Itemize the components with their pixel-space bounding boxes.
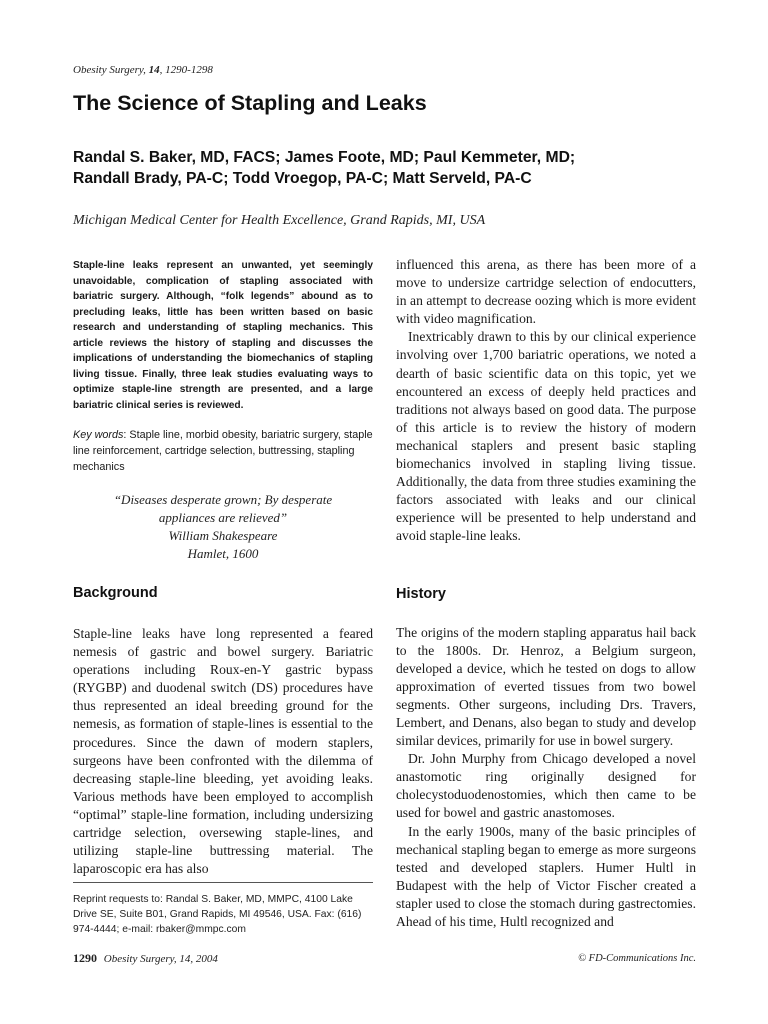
background-body — [73, 625, 373, 878]
journal-volume: 14 — [148, 64, 160, 76]
affiliation: Michigan Medical Center for Health Excellence, Grand Rapids, MI, USA — [73, 213, 486, 228]
background-heading: Background — [73, 585, 158, 601]
reprint-requests: Reprint requests to: Randal S. Baker, MD, MMPC, 4100 Lake Drive SE, Suite B01, Grand Rapids, MI 49546, USA. Fax: (616) 974-4444; e-mail: rbaker@mmpc.com — [73, 882, 373, 937]
right-column — [396, 256, 696, 931]
author-list — [73, 147, 696, 189]
journal-name: Obesity Surgery, — [73, 64, 146, 76]
epigraph-source: Hamlet, 1600 — [187, 546, 259, 561]
page-number: 1290 — [73, 951, 97, 965]
keywords-label: Key words — [73, 429, 124, 441]
abstract: Staple-line leaks represent an unwanted, yet seemingly unavoidable, complication of stapling associated with bariatric surgery. Although, “folk legends” abound as to precluding leaks, little has been written based on basic research and understanding of stapling mechanics. This article reviews the history of stapling and discusses the implications of understanding the biomechanics of stapling living tissue. Finally, three leak studies evaluating ways to optimize staple-line strength are presented, and a large bariatric clinical series is reviewed. — [73, 260, 373, 411]
authors-line-1: Randal S. Baker, MD, FACS; James Foote, MD; Paul Kemmeter, MD; — [73, 149, 576, 166]
journal-citation — [73, 64, 213, 76]
journal-pages: , 1290-1298 — [159, 64, 213, 76]
epigraph-line-1: “Diseases desperate grown; By desperate — [113, 492, 333, 507]
intro-paragraph-1: influenced this arena, as there has been more of a move to undersize cartridge selection of endocutters, in an attempt to decrease oozing which is more evident with video magnification. — [396, 257, 696, 327]
epigraph-author: William Shakespeare — [168, 528, 278, 543]
keywords — [73, 427, 373, 475]
history-body — [396, 624, 696, 932]
epigraph-line-2: appliances are relieved” — [158, 510, 288, 525]
intro-body — [396, 256, 696, 546]
page-footer-citation — [73, 951, 218, 966]
epigraph — [73, 491, 373, 563]
left-column — [73, 258, 373, 878]
article-title: The Science of Stapling and Leaks — [73, 91, 427, 115]
copyright-notice: © FD-Communications Inc. — [578, 953, 696, 964]
background-paragraph: Staple-line leaks have long represented a feared nemesis of gastric and bowel surgery. Bariatric operations including Roux-en-Y gastric bypass (RYGBP) and duodenal switch (DS) procedures have thus represented an ideal breeding ground for the nemesis, as formation of staple-lines is essential to the procedures. Since the dawn of modern staplers, surgeons have been confronted with the dilemma of decreasing staple-line bleeding, yet avoiding leaks. Various methods have been employed to accomplish “optimal” staple-line formation, including undersizing cartridge selection, oversewing staple-lines, and utilizing staple-line buttressing material. The laparoscopic era has also — [73, 626, 373, 877]
history-paragraph-1: The origins of the modern stapling apparatus hail back to the 1800s. Dr. Henroz, a Belgium surgeon, developed a device, which he tested on dogs to allow approximation of everted tissues from two bowel segments. Other surgeons, including Drs. Travers, Lembert, and Denans, also began to study and develop similar devices, primarily for use in bowel surgery. — [396, 624, 696, 749]
authors-line-2: Randall Brady, PA-C; Todd Vroegop, PA-C; Matt Serveld, PA-C — [73, 170, 532, 187]
keywords-text: : Staple line, morbid obesity, bariatric surgery, staple line reinforcement, cartridge selection, buttressing, stapling mechanics — [73, 429, 373, 473]
history-paragraph-2: Dr. John Murphy from Chicago developed a novel anastomotic ring originally designed for cholecystoduodenostomies, which then came to be used for bowel and gastric anastomoses. — [396, 751, 696, 821]
intro-paragraph-2: Inextricably drawn to this by our clinical experience involving over 1,700 bariatric operations, we noted a dearth of basic scientific data on this topic, yet we encountered an excess of deeply held practices and traditions not always based on good data. The purpose of this article is to review the history of modern mechanical staplers and present basic stapling biomechanics involved in stapling living tissue. Additionally, the data from three studies examining the factors associated with leaks and our clinical experience will be presented to help understand and avoid staple-line leaks. — [396, 329, 696, 544]
history-paragraph-3: In the early 1900s, many of the basic principles of mechanical stapling began to emerge as more surgeons tested and developed staplers. Humer Hultl in Budapest with the help of Victor Fischer created a stapler used to close the stomach during gastrectomies. Ahead of his time, Hultl recognized and — [396, 823, 696, 929]
footer-citation: Obesity Surgery, 14, 2004 — [103, 953, 218, 965]
history-heading: History — [396, 585, 446, 602]
